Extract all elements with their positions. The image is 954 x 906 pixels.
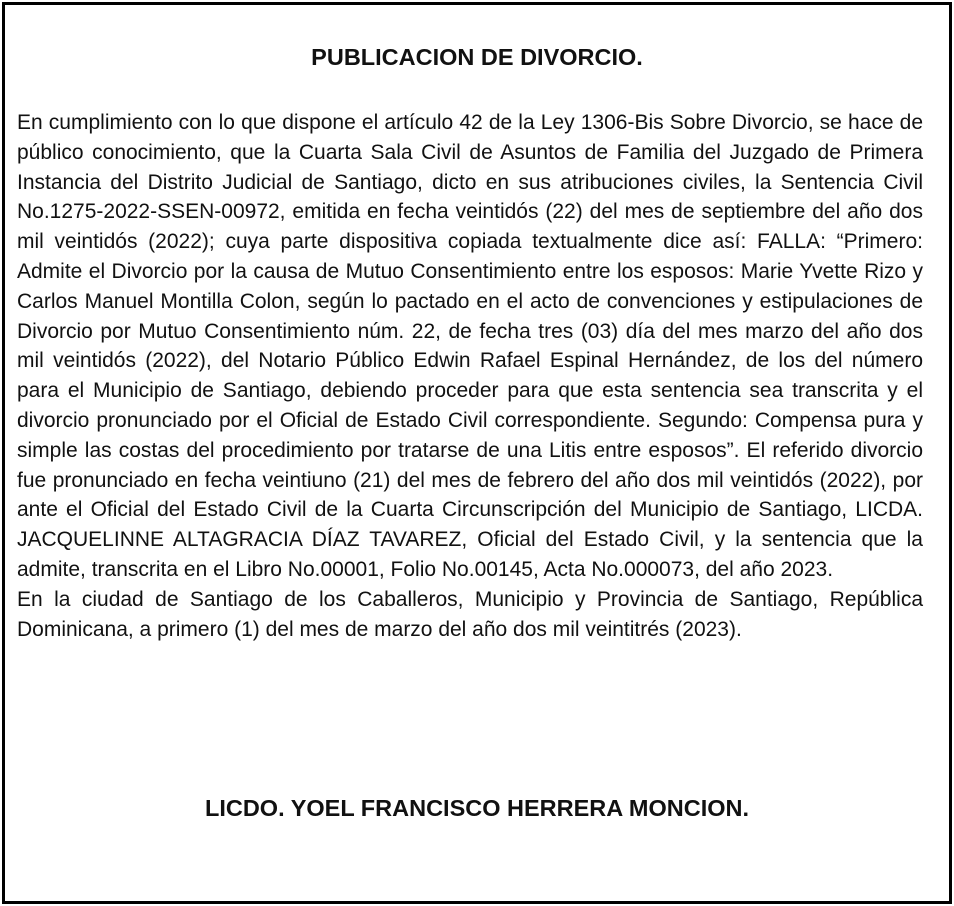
- paragraph-main: En cumplimiento con lo que dispone el artículo 42 de la Ley 1306-Bis Sobre Divorcio, se hace de público conocimiento, que la Cuarta Sala Civil de Asuntos de Familia del Juzgado de Primera Instancia del Distrito Judicial de Santiago, dicto en sus atribuciones civiles, la Sentencia Civil No.1275-2022-SSEN-00972, emitida en fecha veintidós (22) del mes de septiembre del año dos mil veintidós (2022); cuya parte dispositiva copiada textualmente dice así: FALLA: “Primero: Admite el Divorcio por la causa de Mutuo Consentimiento entre los esposos: Marie Yvette Rizo y Carlos Manuel Montilla Colon, según lo pactado en el acto de convenciones y estipulaciones de Divorcio por Mutuo Consentimiento núm. 22, de fecha tres (03) día del mes marzo del año dos mil veintidós (2022), del Notario Público Edwin Rafael Espinal Hernández, de los del número para el Municipio de Santiago, debiendo proceder para que esta sentencia sea transcrita y el divorcio pronunciado por el Oficial de Estado Civil correspondiente. Segundo: Compensa pura y simple las costas del procedimiento por tratarse de una Litis entre esposos”. El referido divorcio fue pronunciado en fecha veintiuno (21) del mes de febrero del año dos mil veintidós (2022), por ante el Oficial del Estado Civil de la Cuarta Circunscripción del Municipio de Santiago, LICDA. JACQUELINNE ALTAGRACIA DÍAZ TAVAREZ, Oficial del Estado Civil, y la sentencia que la admite, transcrita en el Libro No.00001, Folio No.00145, Acta No.000073, del año 2023.: [17, 111, 923, 581]
- paragraph-closing: En la ciudad de Santiago de los Caballeros, Municipio y Provincia de Santiago, República Dominicana, a primero (1) del mes de marzo del año dos mil veintitrés (2023).: [17, 587, 923, 641]
- signature-line: LICDO. YOEL FRANCISCO HERRERA MONCION.: [204, 795, 749, 821]
- document-title: PUBLICACION DE DIVORCIO.: [311, 44, 643, 70]
- document-body: [17, 108, 923, 644]
